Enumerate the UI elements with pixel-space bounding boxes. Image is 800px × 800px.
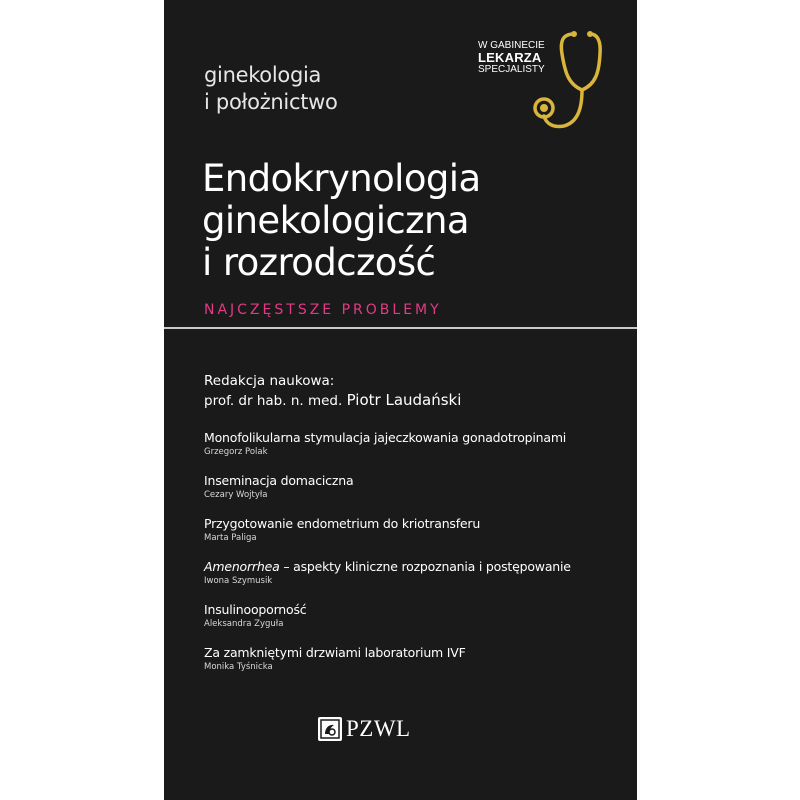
series-badge <box>478 40 545 76</box>
badge-line-2: LEKARZA <box>478 50 542 65</box>
chapter-item <box>204 559 624 602</box>
chapter-title-text: Monofolikularna stymulacja jajeczkowania gonadotropinami <box>204 430 567 445</box>
chapter-title <box>204 559 624 575</box>
chapter-item <box>204 473 624 516</box>
chapter-author: Iwona Szymusik <box>204 576 273 586</box>
chapter-list <box>204 430 624 688</box>
book-subtitle: NAJCZĘSTSZE PROBLEMY <box>204 302 442 318</box>
chapter-author: Marta Paliga <box>204 533 257 543</box>
chapter-author: Cezary Wojtyła <box>204 490 268 500</box>
editor-line <box>204 391 461 411</box>
editor-prefix: prof. dr hab. n. med. <box>204 393 343 409</box>
series-label <box>204 62 338 116</box>
chapter-title-text: Insulinooporność <box>204 602 307 617</box>
chapter-item <box>204 645 624 688</box>
chapter-title <box>204 430 624 446</box>
chapter-author: Monika Tyśnicka <box>204 662 273 672</box>
chapter-item <box>204 430 624 473</box>
chapter-author: Grzegorz Polak <box>204 447 268 457</box>
editor-block <box>204 372 461 411</box>
badge-line-3: SPECJALISTY <box>478 64 545 75</box>
publisher-name: PZWL <box>346 716 411 741</box>
chapter-author: Aleksandra Zyguła <box>204 619 284 629</box>
chapter-title <box>204 473 624 489</box>
chapter-title-text: Za zamkniętymi drzwiami laboratorium IVF <box>204 645 466 660</box>
title-line-2: ginekologiczna <box>202 199 469 242</box>
chapter-title <box>204 602 624 618</box>
series-line-2: i położnictwo <box>204 90 338 114</box>
series-line-1: ginekologia <box>204 63 322 87</box>
chapter-title <box>204 645 624 661</box>
title-line-3: i rozrodczość <box>202 241 436 284</box>
editor-name: Piotr Laudański <box>346 391 462 409</box>
chapter-item <box>204 516 624 559</box>
chapter-item <box>204 602 624 645</box>
chapter-title-text: Inseminacja domaciczna <box>204 473 354 488</box>
chapter-title <box>204 516 624 532</box>
book-cover <box>164 0 637 800</box>
publisher-logo <box>318 716 411 742</box>
book-title <box>202 158 481 284</box>
title-line-1: Endokrynologia <box>202 157 481 200</box>
editor-label: Redakcja naukowa: <box>204 373 335 389</box>
badge-line-1: W GABINECIE <box>478 40 545 51</box>
chapter-title-text: – aspekty kliniczne rozpoznania i postępowanie <box>279 559 571 574</box>
chapter-title-italic: Amenorrhea <box>204 559 280 574</box>
divider <box>164 327 637 329</box>
chapter-title-text: Przygotowanie endometrium do kriotransferu <box>204 516 481 531</box>
publisher-emblem-icon <box>318 717 342 741</box>
